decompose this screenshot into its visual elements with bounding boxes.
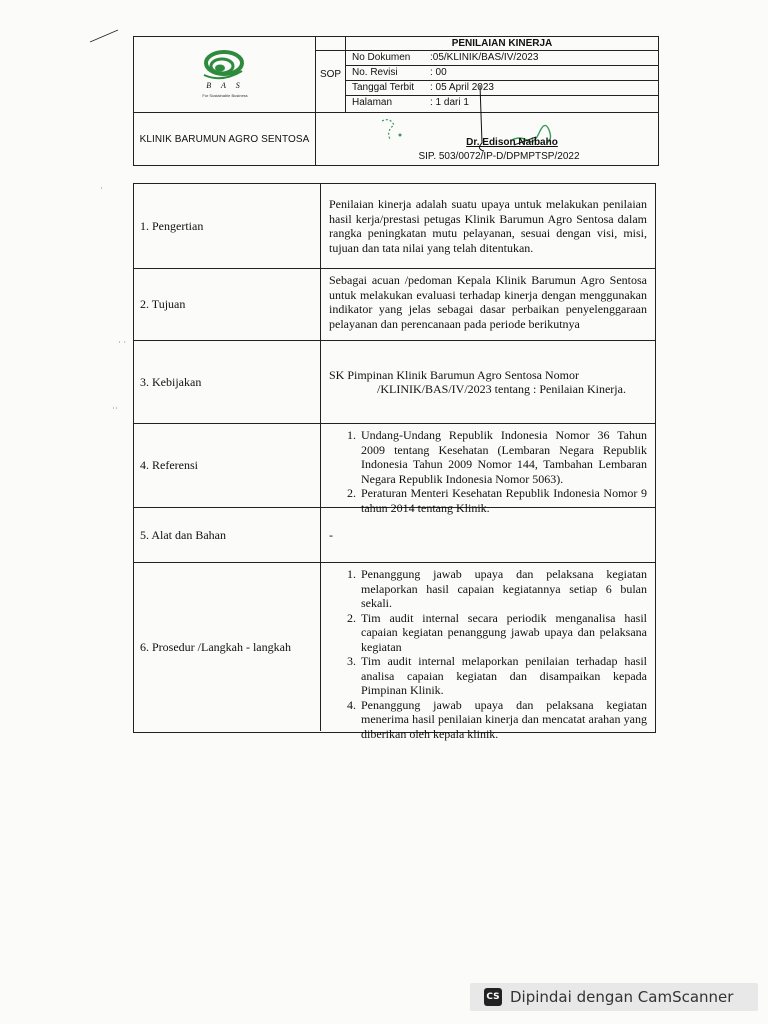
tujuan-text: Sebagai acuan /pedoman Kepala Klinik Barumun Agro Sentosa untuk melakukan evaluasi terhadap kinerja dengan menggunakan indikator yang jelas sebagai dasar perbaikan penyelenggaraan pelayanan dan perencanaan pada periode berikutnya (329, 273, 647, 331)
document-title: PENILAIAN KINERJA (316, 37, 658, 51)
row-label: 5. Alat dan Bahan (134, 508, 321, 562)
logo-swirl-icon (200, 49, 244, 81)
kebijakan-line2: /KLINIK/BAS/IV/2023 tentang : Penilaian Kinerja. (377, 382, 626, 396)
camscanner-text: Dipindai dengan CamScanner (510, 988, 734, 1006)
camscanner-logo-icon: CS (484, 988, 502, 1006)
prosedur-list (329, 567, 647, 741)
list-item: 2. Peraturan Menteri Kesehatan Republik Indonesia Nomor 9 tahun 2014 tentang Klinik. (359, 486, 647, 515)
info-key: Tanggal Terbit (352, 82, 415, 93)
scan-speck: ˙ ˙ (118, 340, 127, 350)
list-item: 2. Tim audit internal secara periodik menganalisa hasil capaian kegiatan penanggung jawab upaya dan pelaksana kegiatan (359, 611, 647, 655)
row-label: 6. Prosedur /Langkah - langkah (134, 563, 321, 731)
scan-speck: ˙ (100, 186, 103, 196)
pengertian-text: Penilaian kinerja adalah suatu upaya untuk melakukan penilaian hasil kerja/prestasi petugas Klinik Barumun Agro Sentosa dalam rangka peningkatan mutu pelayanan, sesuai dengan visi, misi, tujuan dan tata nilai yang telah ditentukan. (329, 197, 647, 255)
list-item: 4. Penanggung jawab upaya dan pelaksana kegiatan menerima hasil penilaian kinerja dan mencatat arahan yang diberikan oleh kepala klinik. (359, 698, 647, 742)
sop-header-table (133, 36, 659, 166)
sop-label: SOP (316, 37, 346, 113)
logo-text: B A S (206, 81, 244, 90)
pen-mark-icon (88, 26, 122, 46)
alat-text: - (329, 527, 333, 542)
row-referensi (134, 424, 655, 515)
info-row-tanggal-terbit (346, 81, 658, 96)
list-item: 1. Penanggung jawab upaya dan pelaksana kegiatan melaporkan hasil capaian kegiatannya setiap 6 bulan sekali. (359, 567, 647, 611)
row-label: 1. Pengertian (134, 184, 321, 268)
row-label: 4. Referensi (134, 424, 321, 507)
kebijakan-line1: SK Pimpinan Klinik Barumun Agro Sentosa Nomor (329, 367, 579, 382)
row-prosedur (134, 563, 655, 741)
info-key: Halaman (352, 97, 393, 108)
scan-speck: ˙˙ (112, 406, 118, 416)
sop-content-table (133, 183, 656, 741)
signatory-name: Dr. Edison Naibaho (466, 137, 558, 148)
info-value: : 00 (430, 67, 447, 78)
list-item: 1. Undang-Undang Republik Indonesia Nomor 36 Tahun 2009 tentang Kesehatan (Lembaran Negara Republik Indonesia Tahun 2009 Nomor 144, Tambahan Lembaran Negara Republik Indonesia Nomor 5063). (359, 428, 647, 486)
info-value: : 05 April 2023 (430, 82, 494, 93)
signature-cell (316, 113, 658, 165)
info-value: :05/KLINIK/BAS/IV/2023 (430, 52, 539, 63)
logo-cell (134, 37, 316, 113)
row-content (321, 424, 655, 515)
info-row-no-revisi (346, 66, 658, 81)
row-content (321, 269, 655, 340)
row-content (321, 508, 655, 562)
clinic-name: KLINIK BARUMUN AGRO SENTOSA (134, 113, 316, 165)
row-kebijakan (134, 341, 655, 424)
info-key: No. Revisi (352, 67, 398, 78)
info-row-halaman (346, 96, 658, 113)
clinic-logo (188, 47, 262, 105)
row-tujuan (134, 269, 655, 341)
row-pengertian (134, 184, 655, 269)
referensi-list (329, 428, 647, 515)
row-label: 2. Tujuan (134, 269, 321, 340)
row-alat-bahan (134, 508, 655, 563)
signatory-sip: SIP. 503/0072/IP-D/DPMPTSP/2022 (418, 151, 580, 162)
info-value: : 1 dari 1 (430, 97, 469, 108)
row-content (321, 184, 655, 268)
logo-tagline: For Sustainable Business (202, 93, 248, 98)
camscanner-watermark (470, 983, 758, 1011)
info-key: No Dokumen (352, 52, 411, 63)
row-content (321, 341, 655, 423)
row-label: 3. Kebijakan (134, 341, 321, 423)
info-row-no-dokumen (346, 51, 658, 66)
row-content (321, 563, 655, 741)
list-item: 3. Tim audit internal melaporkan penilaian terhadap hasil analisa capaian kegiatan dan disampaikan kepada Pimpinan Klinik. (359, 654, 647, 698)
